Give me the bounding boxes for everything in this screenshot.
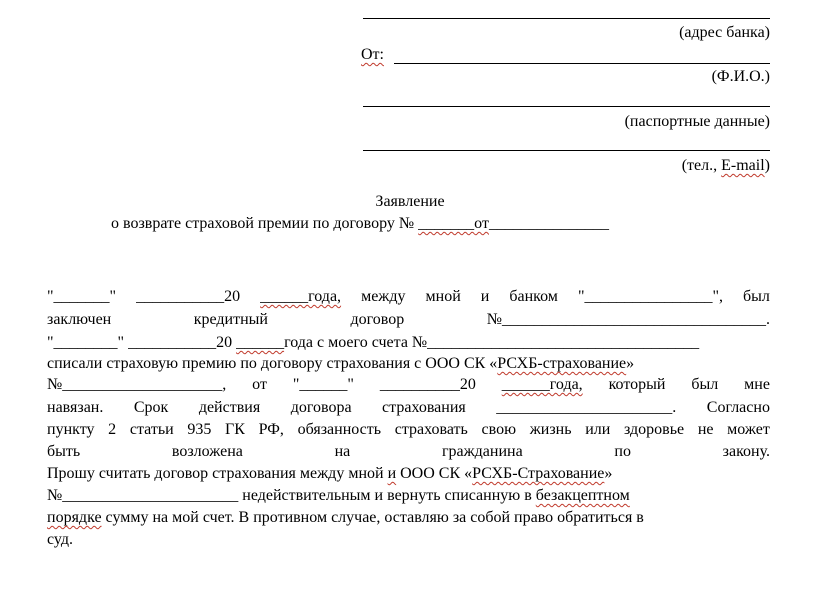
text-fragment: Срок [133,399,169,416]
text-fragment: "________________", [577,288,724,305]
text-fragment: страховать [394,421,468,438]
body-line-5 [47,375,770,395]
bank-address-line [363,18,770,19]
body-line-4 [47,354,770,374]
text-fragment: от [252,376,267,393]
text-fragment: №______________________ недействительным и вернуть списанную в [47,487,536,504]
text-fragment: банком [509,288,558,305]
body-line-9 [47,464,770,484]
text-fragment: "________" ___________20 [47,334,237,351]
text-fragment: здоровье [624,421,685,438]
fio-label: (Ф.И.О.) [711,68,770,85]
body-line-8 [47,442,770,462]
text-fragment: ______года, [501,376,583,393]
text-fragment: » [626,355,635,372]
text-fragment: ГК [225,421,245,438]
contacts-label [363,157,770,175]
body-line-12: суд. [47,531,74,548]
text-fragment: по [614,443,631,460]
text-fragment: Прошу считать договор страхования между мной [47,465,388,482]
text-fragment: жизнь [529,421,572,438]
text-fragment: __________20 [379,376,476,393]
subtitle-ot: от [474,215,489,232]
text-fragment: №_________________________________. [486,311,770,328]
text-fragment: года с моего счета №__________________________________ [284,334,700,351]
text-fragment: действия [198,399,261,416]
text-fragment: ) [764,157,770,174]
text-fragment: о возврате страховой премии по договору № [111,215,419,232]
text-fragment: статьи [129,421,174,438]
text-fragment: между [361,288,406,305]
text-fragment: и [480,288,490,305]
text-fragment: ___________20 [136,288,241,305]
text-fragment: "______" [292,376,354,393]
insurer-name-1: РСХБ-страхование [497,355,627,372]
document-subtitle [111,215,609,233]
text-fragment: 2 [108,421,117,438]
text-fragment: навязан. [47,399,104,416]
text-fragment: ______года, [260,288,342,305]
text-fragment: пункту [47,421,95,438]
body-line-7 [47,420,770,440]
text-fragment: гражданина [441,443,523,460]
email-word: E-mail [721,157,765,174]
document-title: Заявление [375,193,445,210]
body-line-3 [47,333,770,353]
text-fragment: или [585,421,611,438]
text-fragment: (тел., [681,157,722,174]
text-fragment: _______________ [488,215,609,232]
text-fragment: который [608,376,666,393]
text-fragment: договора [290,399,352,416]
text-fragment: возложена [171,443,243,460]
fio-line [394,63,770,64]
insurer-name-2: РСХБ-Страхование [472,465,605,482]
text-fragment: обязанность [297,421,382,438]
body-line-1 [47,287,770,307]
text-fragment: мне [744,376,770,393]
body-line-10 [47,486,770,506]
text-fragment: был [691,376,719,393]
passport-line [363,106,770,107]
text-fragment: №____________________, [47,376,227,393]
text-fragment: закону. [722,443,770,460]
body-line-11 [47,508,770,528]
body-line-2 [47,310,770,330]
text-fragment: страхования [382,399,466,416]
text-fragment: не [697,421,714,438]
contacts-line [363,150,770,151]
text-fragment: быть [47,443,81,460]
text-fragment: на [334,443,351,460]
text-fragment: "_______" [47,288,117,305]
text-fragment: договор [350,311,405,328]
text-fragment: заключен [47,311,112,328]
text-fragment: ______________________. [496,399,677,416]
passport-label: (паспортные данные) [624,113,770,130]
text-fragment: » [604,465,613,482]
body-line-6 [47,398,770,418]
text-fragment: списали страховую премию по договору страхования с ООО СК « [47,355,498,372]
text-fragment: ООО СК « [396,465,473,482]
text-fragment: свою [481,421,517,438]
subtitle-contract-blank: _______ [418,215,475,232]
from-label: От: [361,46,384,63]
text-fragment: Согласно [706,399,770,416]
text-fragment: 935 [187,421,212,438]
text-fragment: был [743,288,770,305]
text-fragment: может [727,421,770,438]
text-fragment: порядке [47,509,102,526]
text-fragment: мной [425,288,461,305]
text-fragment: ______ [236,334,285,351]
bank-address-label: (адрес банка) [679,24,770,41]
text-fragment: сумму на мой счет. В противном случае, оставляю за собой право обратиться в [101,509,644,526]
text-fragment: безакцептном [535,487,630,504]
text-fragment: кредитный [193,311,268,328]
text-fragment: РФ, [258,421,284,438]
text-fragment: и [387,465,397,482]
